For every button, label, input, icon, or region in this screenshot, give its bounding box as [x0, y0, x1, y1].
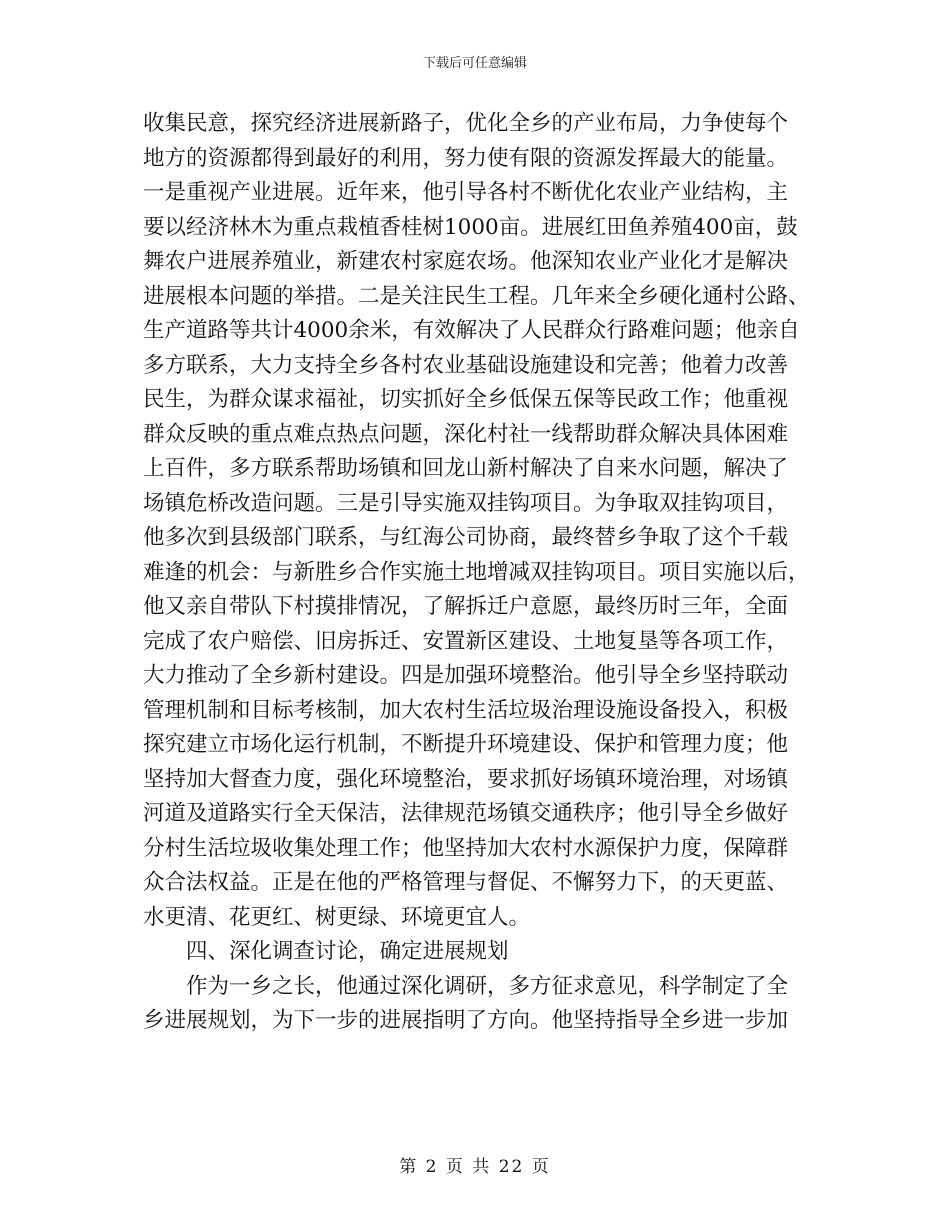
text-line: 大力推动了全乡新村建设。四是加强环境整治。他引导全乡坚持联动: [143, 663, 789, 688]
text-line: 分村生活垃圾收集处理工作；他坚持加大农村水源保护力度，保障群: [143, 835, 789, 861]
text-line: 舞农户进展养殖业，新建农村家庭农场。他深知农业产业化才是解决: [143, 249, 789, 274]
text-line: 一是重视产业进展。近年来，他引导各村不断优化农业产业结构，主: [143, 180, 789, 205]
text-line: 难逢的机会：与新胜乡合作实施土地增减双挂钩项目。项目实施以后，: [143, 559, 810, 585]
text-line: 场镇危桥改造问题。三是引导实施双挂钩项目。为争取双挂钩项目，: [143, 490, 789, 516]
section-heading: 四、深化调查讨论，确定进展规划: [186, 939, 509, 964]
page-footer: 第 2 页 共 22 页: [399, 1157, 551, 1177]
text-line: 探究建立市场化运行机制，不断提升环境建设、保护和管理力度；他: [143, 732, 789, 757]
text-line: 多方联系，大力支持全乡各村农业基础设施建设和完善；他着力改善: [143, 352, 789, 378]
body-text: [143, 107, 810, 1039]
text-line: 水更清、花更红、树更绿、环境更宜人。: [143, 904, 531, 930]
text-line: 进展根本问题的举措。二是关注民生工程。几年来全乡硬化通村公路、: [143, 283, 810, 309]
text-line: 河道及道路实行全天保洁，法律规范场镇交通秩序；他引导全乡做好: [143, 801, 789, 826]
text-line: 管理机制和目标考核制，加大农村生活垃圾治理设施设备投入，积极: [143, 697, 789, 723]
text-line: 地方的资源都得到最好的利用，努力使有限的资源发挥最大的能量。: [143, 145, 789, 171]
page-header: 下载后可任意编辑: [422, 56, 527, 71]
text-line: 乡进展规划，为下一步的进展指明了方向。他坚持指导全乡进一步加: [143, 1008, 789, 1033]
text-line: 上百件，多方联系帮助场镇和回龙山新村解决了自来水问题，解决了: [143, 456, 789, 481]
text-line: 收集民意，探究经济进展新路子，优化全乡的产业布局，力争使每个: [143, 111, 789, 136]
text-line: 群众反映的重点难点热点问题，深化村社一线帮助群众解决具体困难: [143, 421, 789, 447]
text-line: 要以经济林木为重点栽植香桂树1000亩。进展红田鱼养殖400亩，鼓: [143, 214, 798, 240]
text-line: 他又亲自带队下村摸排情况，了解拆迁户意愿，最终历时三年，全面: [143, 594, 789, 619]
text-line: 众合法权益。正是在他的严格管理与督促、不懈努力下，的天更蓝、: [143, 870, 789, 895]
text-line: 完成了农户赔偿、旧房拆迁、安置新区建设、土地复垦等各项工作，: [143, 628, 789, 654]
text-line: 生产道路等共计4000余米，有效解决了人民群众行路难问题；他亲自: [143, 318, 800, 343]
text-line: 作为一乡之长，他通过深化调研，多方征求意见，科学制定了全: [186, 973, 789, 999]
text-line: 坚持加大督查力度，强化环境整治，要求抓好场镇环境治理，对场镇: [143, 766, 789, 792]
text-line: 他多次到县级部门联系，与红海公司协商，最终替乡争取了这个千载: [143, 525, 789, 550]
text-line: 民生，为群众谋求福祉，切实抓好全乡低保五保等民政工作；他重视: [143, 387, 789, 412]
